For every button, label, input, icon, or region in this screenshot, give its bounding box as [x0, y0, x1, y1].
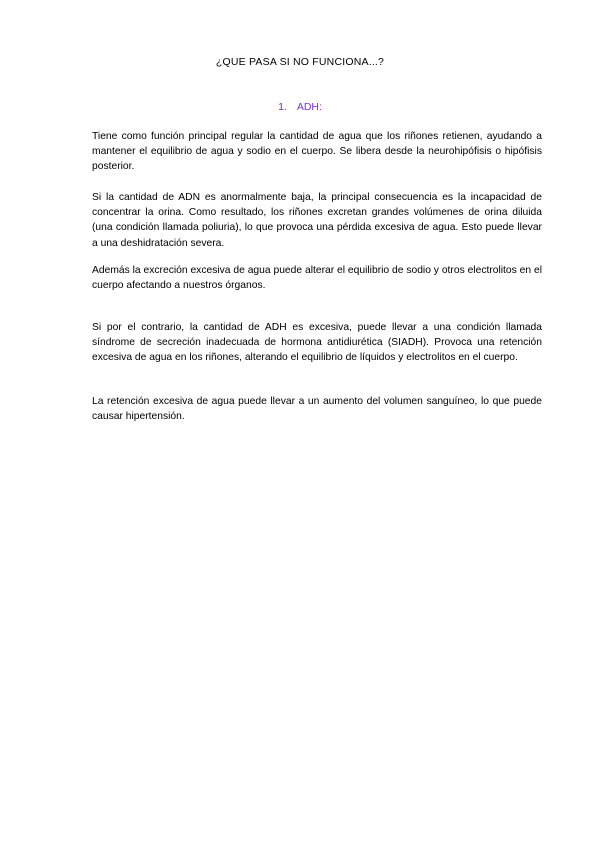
paragraph-function: Tiene como función principal regular la cantidad de agua que los riñones retienen, ayudando a mantener el equilibrio de agua y sodio en el cuerpo. Se libera desde la neurohipófisis o hipófisis posterior. [92, 131, 542, 173]
paragraph-low-adh: Si la cantidad de ADN es anormalmente baja, la principal consecuencia es la incapacidad de concentrar la orina. Como resultado, los riñones excretan grandes volúmenes de orina diluida (una condición llamada poliuria), lo que provoca una pérdida excesiva de agua. Esto puede llevar a una deshidratación severa. [92, 192, 542, 249]
paragraph-hypertension: La retención excesiva de agua puede llevar a un aumento del volumen sanguíneo, lo que puede causar hipertensión. [92, 396, 542, 423]
paragraph-high-adh: Si por el contrario, la cantidad de ADH es excesiva, puede llevar a una condición llamada síndrome de secreción inadecuada de hormona antidiurética (SIADH). Provoca una retención excesiva de agua en los riñones, alterando el equilibrio de líquidos y electrolitos en el cuerpo. [92, 322, 542, 364]
paragraph-electrolytes: Además la excreción excesiva de agua puede alterar el equilibrio de sodio y otros electrolitos en el cuerpo afectando a nuestros órganos. [92, 265, 542, 292]
section-label: ADH: [296, 101, 322, 113]
section-number: 1. [278, 101, 287, 113]
document-title: ¿QUE PASA SI NO FUNCIONA...? [215, 56, 385, 68]
section-heading [0, 101, 600, 113]
